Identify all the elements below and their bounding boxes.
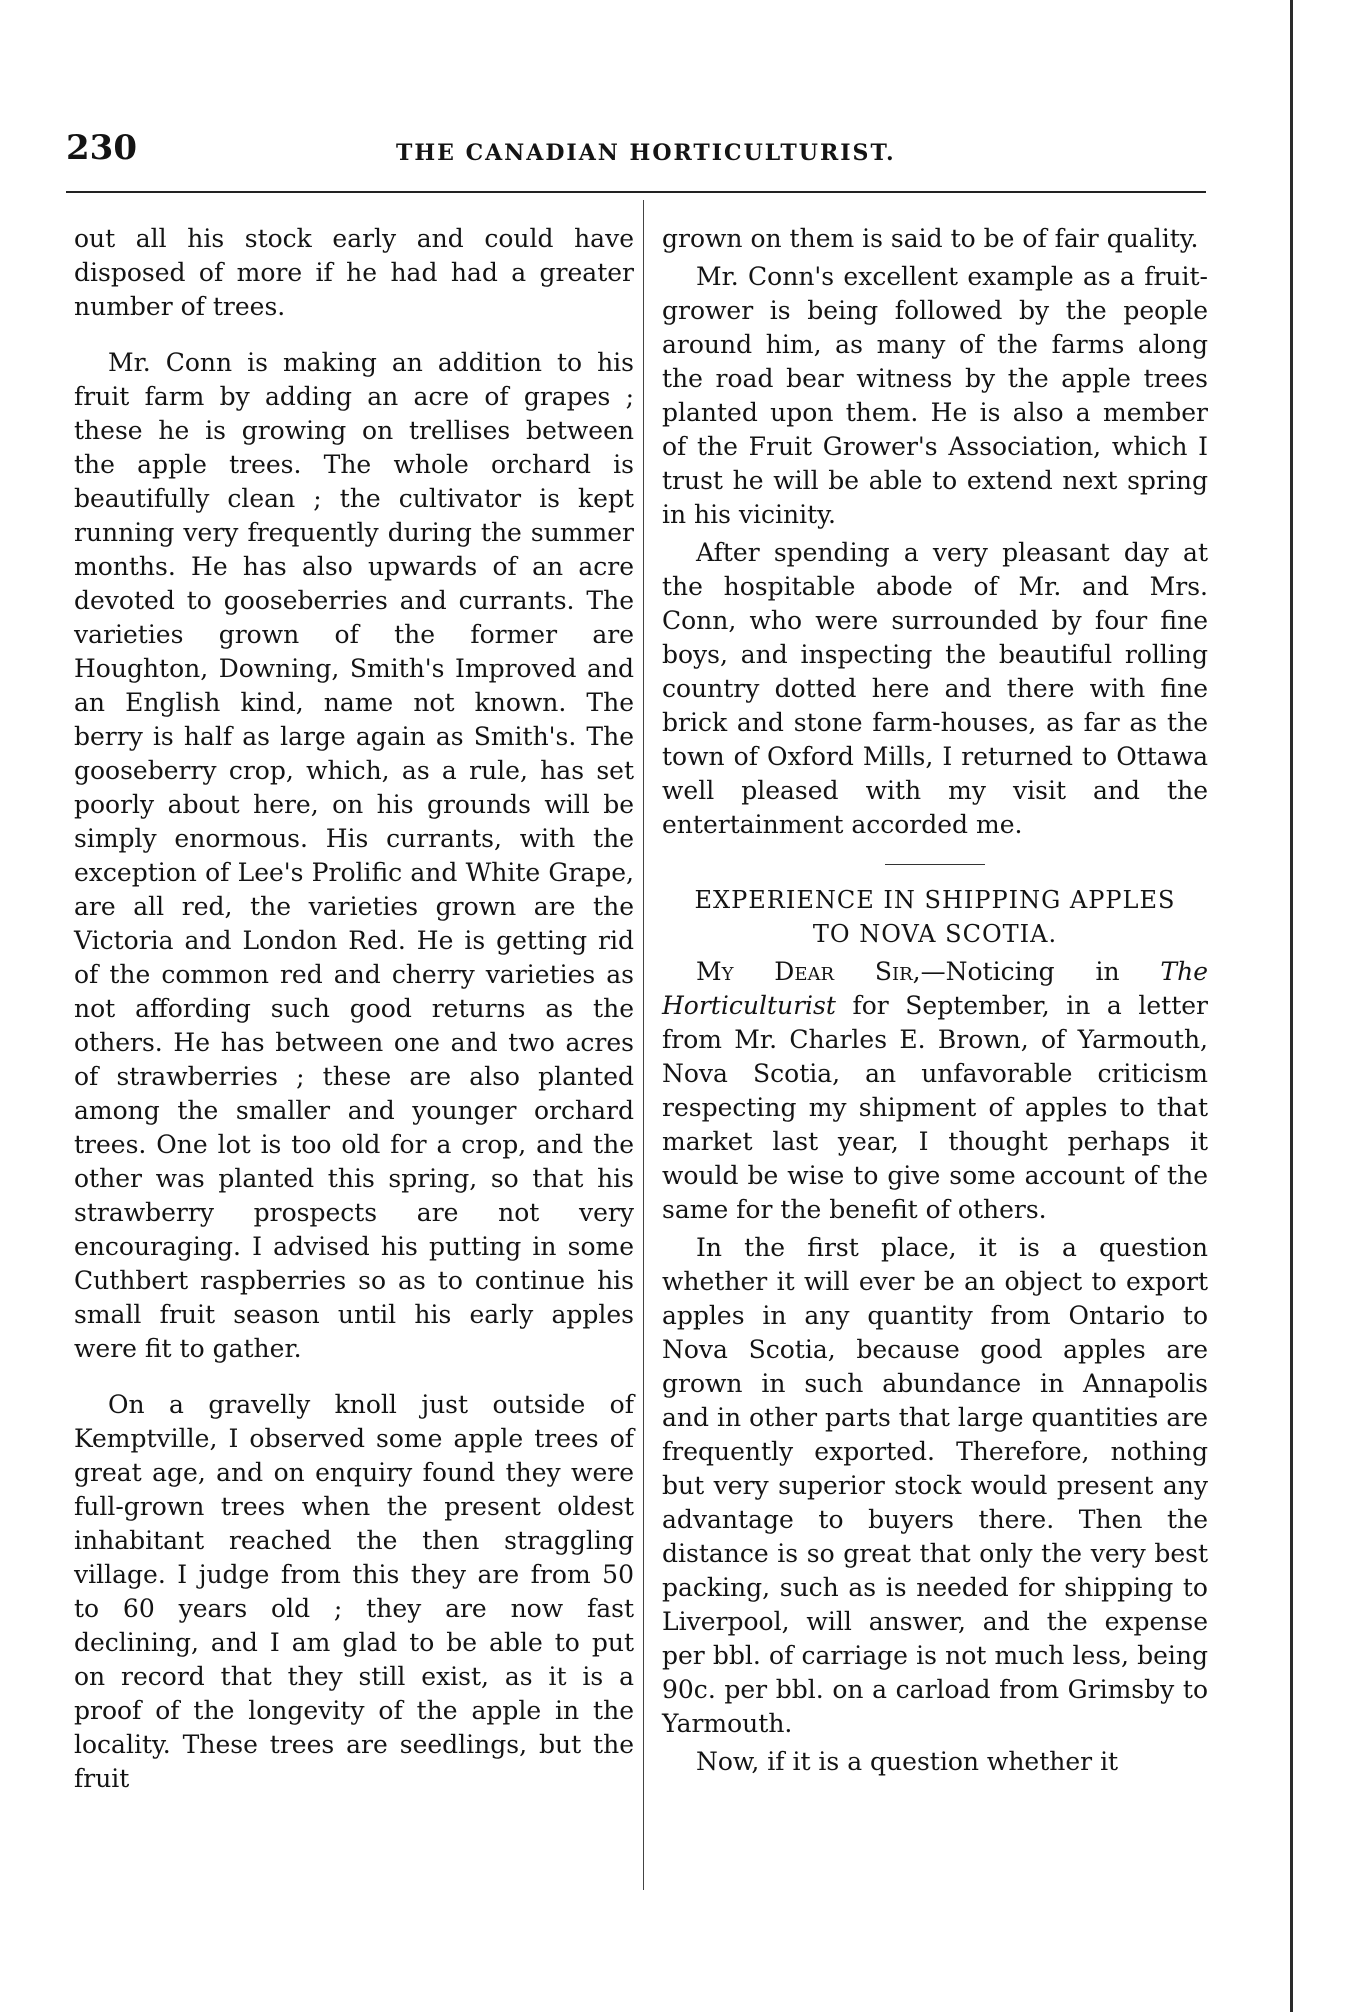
paragraph: Now, if it is a question whether it (696, 1747, 1119, 1776)
left-column (74, 222, 634, 1800)
page-number: 230 (66, 128, 137, 168)
page-header (66, 128, 1206, 168)
paragraph: out all his stock early and could have disposed of more if he had had a greater number of trees. (74, 224, 634, 321)
section-rule (885, 864, 985, 865)
text-run: for September, in a letter from Mr. Charles E. Brown, of Yarmouth, Nova Scotia, an unfavorable criticism respecting my shipment of apples to that market last year, I thought perhaps it would be wise to give some account of the same for the benefit of others. (662, 991, 1208, 1224)
section-heading (662, 883, 1208, 951)
paragraph: After spending a very pleasant day at the hospitable abode of Mr. and Mrs. Conn, who were surrounded by four fine boys, and inspecting the beautiful rolling country dotted here and there with fine brick and stone farm-houses, as far as the town of Oxford Mills, I returned to Ottawa well pleased with my visit and the entertainment accorded me. (662, 538, 1208, 839)
paragraph: Mr. Conn is making an addition to his fruit farm by adding an acre of grapes ; these he is growing on trellises between the apple trees. The whole orchard is beautifully clean ; the cultivator is kept running very frequently during the summer months. He has also upwards of an acre devoted to gooseberries and currants. The varieties grown of the former are Houghton, Downing, Smith's Improved and an English kind, name not known. The berry is half as large again as Smith's. The gooseberry crop, which, as a rule, has set poorly about here, on his grounds will be simply enormous. His currants, with the exception of Lee's Prolific and White Grape, are all red, the varieties grown are the Victoria and London Red. He is getting rid of the common red and cherry varieties as not affording such good returns as the others. He has between one and two acres of strawberries ; these are also planted among the smaller and younger orchard trees. One lot is too old for a crop, and the other was planted this spring, so that his strawberry prospects are not very encouraging. I advised his putting in some Cuthbert raspberries so as to continue his small fruit season until his early apples were fit to gather. (74, 348, 634, 1363)
header-rule (66, 191, 1206, 193)
text-run: —Noticing in (920, 957, 1161, 986)
column-divider (643, 200, 644, 1890)
salutation: My Dear Sir, (696, 957, 921, 986)
letter-paragraph (662, 955, 1208, 1227)
italic-title: The Horticulturist (662, 957, 1208, 1020)
paragraph: Mr. Conn's excellent example as a fruit-grower is being followed by the people around him, as many of the farms along the road bear witness by the apple trees planted upon them. He is also a member of the Fruit Grower's Association, which I trust he will be able to extend next spring in his vicinity. (662, 262, 1208, 529)
paragraph: grown on them is said to be of fair quality. (662, 224, 1199, 253)
section-heading-line-2: TO NOVA SCOTIA. (812, 920, 1058, 948)
paragraph: On a gravelly knoll just outside of Kemptville, I observed some apple trees of great age, and on enquiry found they were full-grown trees when the present oldest inhabitant reached the then straggling village. I judge from this they are from 50 to 60 years old ; they are now fast declining, and I am glad to be able to put on record that they still exist, as it is a proof of the longevity of the apple in the locality. These trees are seedlings, but the fruit (74, 1390, 634, 1793)
right-column (662, 222, 1208, 1783)
page-edge-mark (1290, 0, 1293, 2012)
paragraph: In the first place, it is a question whether it will ever be an object to export apples in any quantity from Ontario to Nova Scotia, because good apples are grown in such abundance in Annapolis and in other parts that large quantities are frequently exported. Therefore, nothing but very superior stock would present any advantage to buyers there. Then the distance is so great that only the very best packing, such as is needed for shipping to Liverpool, will answer, and the expense per bbl. of carriage is not much less, being 90c. per bbl. on a carload from Grimsby to Yarmouth. (662, 1233, 1208, 1738)
section-heading-line-1: EXPERIENCE IN SHIPPING APPLES (694, 886, 1176, 914)
running-title: THE CANADIAN HORTICULTURIST. (396, 140, 896, 166)
